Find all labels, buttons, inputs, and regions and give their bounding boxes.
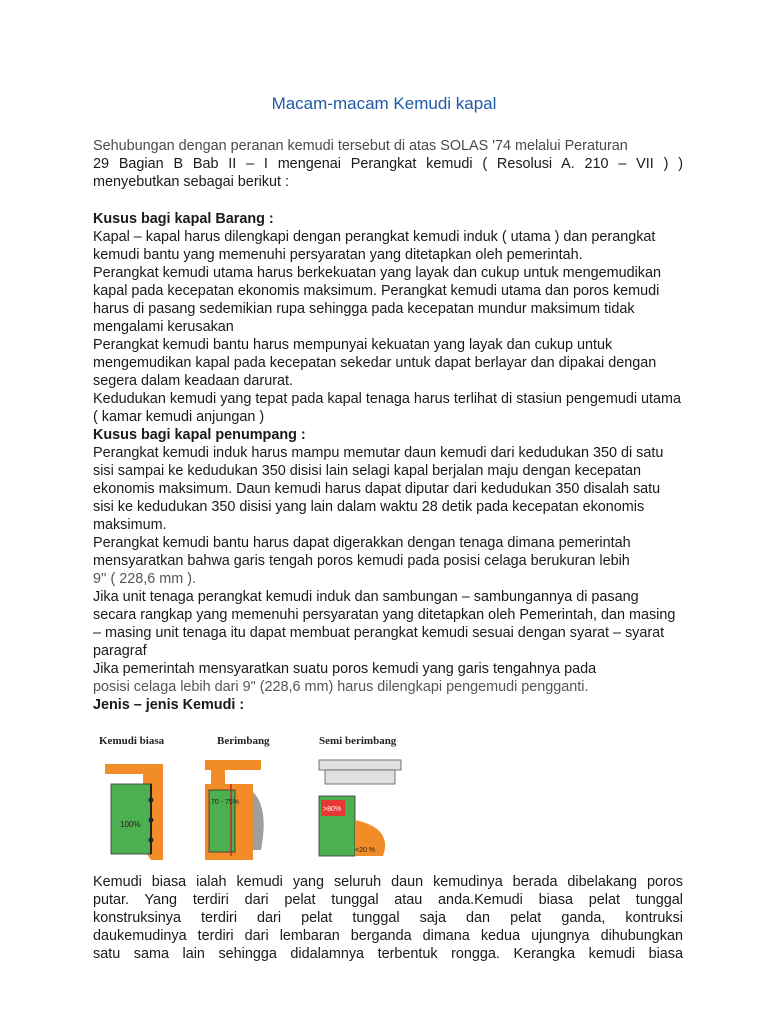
paragraph-line: konstruksinya terdiri dari pelat tunggal saja dan pelat ganda, kontruksi — [93, 910, 683, 926]
paragraph — [93, 660, 683, 696]
paragraph-line: satu sama lain sehingga didalamnya terbentuk rongga. Kerangka kemudi biasa — [93, 946, 683, 962]
page-title: Macam-macam Kemudi kapal — [271, 94, 497, 113]
paragraph-line: Kemudi biasa ialah kemudi yang seluruh daun kemudinya berada dibelakang poros — [93, 874, 683, 890]
paragraph: Jika unit tenaga perangkat kemudi induk dan sambungan – sambungannya di pasang secara rangkap yang memenuhi persyaratan yang ditetapkan oleh Pemerintah, dan masing – masing unit tenaga itu dapat membuat perangkat kemudi sesuai dengan syarat – syarat paragraf — [93, 589, 676, 659]
berimbang-diagram — [205, 760, 264, 860]
intro-line: Sehubungan dengan peranan kemudi tersebut di atas SOLAS '74 melalui Peraturan — [93, 138, 628, 154]
paragraph-text: 9'' ( 228,6 mm ). — [93, 571, 197, 587]
pct-gt80: >80% — [323, 806, 342, 813]
paragraph: Kedudukan kemudi yang tepat pada kapal tenaga harus terlihat di stasiun pengemudi utama ( kamar kemudi anjungan ) — [93, 391, 682, 425]
intro-line: 29 Bagian B Bab II – I mengenai Perangkat kemudi ( Resolusi A. 210 – VII ) ) — [93, 156, 683, 172]
pct-70-75: 70 - 75% — [211, 799, 240, 806]
rudder-types-figure — [93, 730, 413, 870]
paragraph-line: daukemudinya terdiri dari lembaran berganda dimana kedua ujungnya dihubungkan — [93, 928, 683, 944]
paragraph-text: posisi celaga lebih dari 9" (228,6 mm) harus dilengkapi pengemudi pengganti. — [93, 679, 589, 695]
heading-kapal-penumpang: Kusus bagi kapal penumpang : — [93, 427, 306, 443]
heading-jenis-kemudi: Jenis – jenis Kemudi : — [93, 697, 245, 713]
paragraph: Perangkat kemudi bantu harus mempunyai kekuatan yang layak dan cukup untuk mengemudikan kapal pada kecepatan sekedar untuk dapat berlayar dan dipakai dengan segera dalam keadaan darurat. — [93, 337, 657, 389]
figure-label-kemudi-biasa: Kemudi biasa — [99, 735, 165, 747]
intro-paragraph — [93, 137, 683, 191]
main-content — [93, 210, 683, 714]
bottom-paragraph — [93, 873, 683, 963]
paragraph: Perangkat kemudi utama harus berkekuatan yang layak dan cukup untuk mengemudikan kapal pada kecepatan ekonomis maksimum. Perangkat kemudi utama dan poros kemudi harus di pasang sedemikian rupa sehingga pada kecepatan mundur maksimum tidak mengalami kerusakan — [93, 265, 661, 335]
figure-label-berimbang: Berimbang — [217, 735, 270, 747]
paragraph-text: Perangkat kemudi bantu harus dapat digerakkan dengan tenaga dimana pemerintah mensyaratkan bahwa garis tengah poros kemudi pada posisi celaga berukuran lebih — [93, 535, 631, 569]
pct-lt20: <20 % — [355, 847, 376, 854]
kemudi-biasa-diagram — [105, 764, 163, 860]
paragraph-text: Jika pemerintah mensyaratkan suatu poros kemudi yang garis tengahnya pada — [93, 661, 597, 677]
paragraph-line: putar. Yang terdiri dari pelat tunggal atau anda.Kemudi biasa pelat tunggal — [93, 892, 683, 908]
figure-label-semi-berimbang: Semi berimbang — [319, 735, 397, 747]
semi-berimbang-diagram — [319, 760, 401, 856]
paragraph: Perangkat kemudi induk harus mampu memutar daun kemudi dari kedudukan 350 di satu sisi sampai ke kedudukan 350 disisi lain selagi kapal berjalan maju dengan kecepatan ekonomis maksimum. Daun kemudi harus dapat diputar dari kedudukan 350 disalah satu sisi ke kedudukan 350 disisi yang lain dalam waktu 28 detik pada kecepatan ekonomis maksimum. — [93, 445, 664, 533]
paragraph: Kapal – kapal harus dilengkapi dengan perangkat kemudi induk ( utama ) dan perangkat kemudi bantu yang memenuhi persyaratan yang ditetapkan oleh pemerintah. — [93, 229, 656, 263]
rudder-diagrams — [93, 730, 413, 870]
heading-kapal-barang: Kusus bagi kapal Barang : — [93, 211, 274, 227]
intro-line: menyebutkan sebagai berikut : — [93, 174, 289, 190]
paragraph — [93, 534, 683, 588]
pct-100: 100% — [120, 820, 141, 829]
